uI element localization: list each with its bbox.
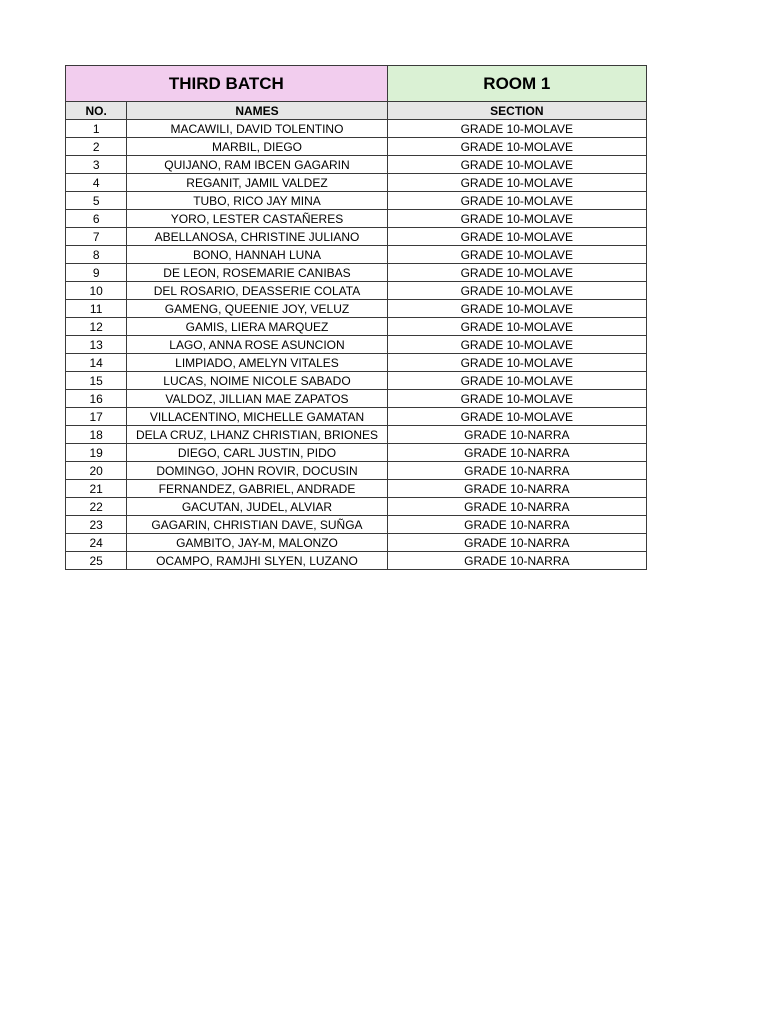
table-body [66,120,647,570]
table-row [66,246,647,264]
row-number-cell: 6 [66,210,127,228]
row-number-cell: 12 [66,318,127,336]
banner-row [66,66,647,102]
student-name-cell: GACUTAN, JUDEL, ALVIAR [127,498,387,516]
student-name-cell: VALDOZ, JILLIAN MAE ZAPATOS [127,390,387,408]
section-cell: GRADE 10-MOLAVE [387,138,646,156]
section-cell: GRADE 10-MOLAVE [387,282,646,300]
student-name-cell: MARBIL, DIEGO [127,138,387,156]
row-number-cell: 7 [66,228,127,246]
section-cell: GRADE 10-NARRA [387,534,646,552]
table-row [66,282,647,300]
batch-title: THIRD BATCH [66,66,388,102]
table-row [66,408,647,426]
room-title: ROOM 1 [387,66,646,102]
section-cell: GRADE 10-MOLAVE [387,408,646,426]
table-row [66,444,647,462]
student-name-cell: LAGO, ANNA ROSE ASUNCION [127,336,387,354]
student-name-cell: DEL ROSARIO, DEASSERIE COLATA [127,282,387,300]
student-name-cell: DOMINGO, JOHN ROVIR, DOCUSIN [127,462,387,480]
row-number-cell: 11 [66,300,127,318]
student-table [65,65,647,570]
student-name-cell: DIEGO, CARL JUSTIN, PIDO [127,444,387,462]
row-number-cell: 9 [66,264,127,282]
row-number-cell: 16 [66,390,127,408]
table-row [66,174,647,192]
student-name-cell: QUIJANO, RAM IBCEN GAGARIN [127,156,387,174]
student-name-cell: GAMBITO, JAY-M, MALONZO [127,534,387,552]
student-name-cell: TUBO, RICO JAY MINA [127,192,387,210]
row-number-cell: 4 [66,174,127,192]
table-row [66,516,647,534]
column-header-section: SECTION [387,102,646,120]
table-row [66,318,647,336]
student-list-sheet [65,65,647,570]
row-number-cell: 1 [66,120,127,138]
row-number-cell: 20 [66,462,127,480]
column-header-row [66,102,647,120]
section-cell: GRADE 10-MOLAVE [387,228,646,246]
section-cell: GRADE 10-MOLAVE [387,264,646,282]
row-number-cell: 10 [66,282,127,300]
section-cell: GRADE 10-MOLAVE [387,210,646,228]
section-cell: GRADE 10-MOLAVE [387,120,646,138]
row-number-cell: 19 [66,444,127,462]
student-name-cell: OCAMPO, RAMJHI SLYEN, LUZANO [127,552,387,570]
table-row [66,228,647,246]
column-header-no: NO. [66,102,127,120]
student-name-cell: LIMPIADO, AMELYN VITALES [127,354,387,372]
student-name-cell: GAMENG, QUEENIE JOY, VELUZ [127,300,387,318]
section-cell: GRADE 10-MOLAVE [387,174,646,192]
row-number-cell: 5 [66,192,127,210]
table-row [66,354,647,372]
section-cell: GRADE 10-NARRA [387,498,646,516]
student-name-cell: GAMIS, LIERA MARQUEZ [127,318,387,336]
table-row [66,426,647,444]
table-row [66,552,647,570]
student-name-cell: GAGARIN, CHRISTIAN DAVE, SUÑGA [127,516,387,534]
section-cell: GRADE 10-MOLAVE [387,390,646,408]
section-cell: GRADE 10-NARRA [387,426,646,444]
student-name-cell: BONO, HANNAH LUNA [127,246,387,264]
row-number-cell: 13 [66,336,127,354]
row-number-cell: 17 [66,408,127,426]
table-row [66,390,647,408]
section-cell: GRADE 10-MOLAVE [387,300,646,318]
table-row [66,480,647,498]
table-row [66,300,647,318]
student-name-cell: VILLACENTINO, MICHELLE GAMATAN [127,408,387,426]
student-name-cell: REGANIT, JAMIL VALDEZ [127,174,387,192]
student-name-cell: ABELLANOSA, CHRISTINE JULIANO [127,228,387,246]
row-number-cell: 18 [66,426,127,444]
row-number-cell: 14 [66,354,127,372]
table-row [66,534,647,552]
table-row [66,372,647,390]
table-row [66,120,647,138]
row-number-cell: 23 [66,516,127,534]
table-row [66,192,647,210]
student-name-cell: MACAWILI, DAVID TOLENTINO [127,120,387,138]
row-number-cell: 25 [66,552,127,570]
section-cell: GRADE 10-MOLAVE [387,192,646,210]
row-number-cell: 22 [66,498,127,516]
section-cell: GRADE 10-NARRA [387,552,646,570]
row-number-cell: 3 [66,156,127,174]
section-cell: GRADE 10-MOLAVE [387,336,646,354]
table-row [66,156,647,174]
section-cell: GRADE 10-MOLAVE [387,318,646,336]
row-number-cell: 8 [66,246,127,264]
student-name-cell: YORO, LESTER CASTAÑERES [127,210,387,228]
section-cell: GRADE 10-MOLAVE [387,372,646,390]
row-number-cell: 2 [66,138,127,156]
student-name-cell: LUCAS, NOIME NICOLE SABADO [127,372,387,390]
row-number-cell: 24 [66,534,127,552]
table-row [66,498,647,516]
student-name-cell: DE LEON, ROSEMARIE CANIBAS [127,264,387,282]
section-cell: GRADE 10-MOLAVE [387,156,646,174]
student-name-cell: FERNANDEZ, GABRIEL, ANDRADE [127,480,387,498]
column-header-names: NAMES [127,102,387,120]
table-row [66,210,647,228]
student-name-cell: DELA CRUZ, LHANZ CHRISTIAN, BRIONES [127,426,387,444]
row-number-cell: 15 [66,372,127,390]
table-row [66,462,647,480]
table-row [66,138,647,156]
table-row [66,264,647,282]
section-cell: GRADE 10-NARRA [387,462,646,480]
section-cell: GRADE 10-NARRA [387,444,646,462]
section-cell: GRADE 10-MOLAVE [387,246,646,264]
table-row [66,336,647,354]
section-cell: GRADE 10-MOLAVE [387,354,646,372]
row-number-cell: 21 [66,480,127,498]
section-cell: GRADE 10-NARRA [387,516,646,534]
section-cell: GRADE 10-NARRA [387,480,646,498]
